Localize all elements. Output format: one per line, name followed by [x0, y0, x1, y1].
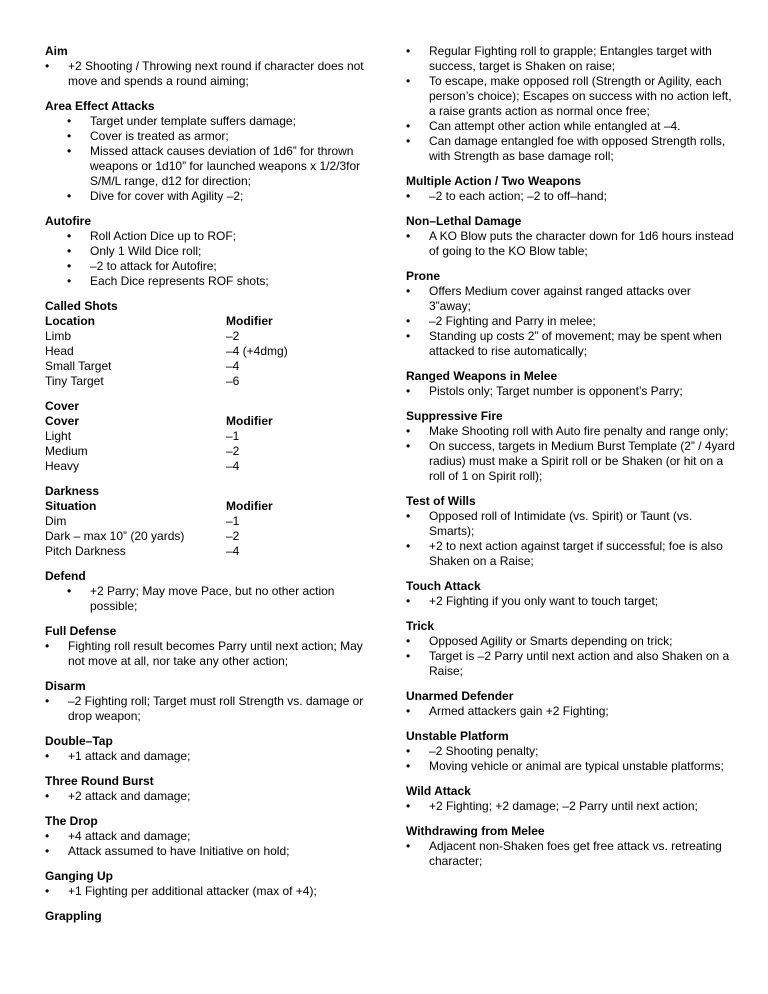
- section-title: Defend: [45, 569, 86, 583]
- list-item: • +2 Shooting / Throwing next round if character does not move and spends a round aiming;: [45, 59, 380, 89]
- list-item: • To escape, make opposed roll (Strength or Agility, each person’s choice); Escapes on success with no action left, a raise grants action as normal once free;: [406, 74, 736, 119]
- section-title: Double–Tap: [45, 734, 113, 748]
- table-row: [45, 529, 273, 544]
- list-item: • +1 Fighting per additional attacker (max of +4);: [45, 884, 380, 899]
- bullet-list: [45, 639, 380, 669]
- section-the-drop: [45, 814, 380, 859]
- section-title: Multiple Action / Two Weapons: [406, 174, 582, 188]
- section-title: Prone: [406, 269, 441, 283]
- list-item: • Can attempt other action while entangled at –4.: [406, 119, 736, 134]
- table-row: [45, 544, 273, 559]
- list-item: • Opposed roll of Intimidate (vs. Spirit) or Taunt (vs. Smarts);: [406, 509, 736, 539]
- section-grappling-cont: [406, 44, 736, 164]
- section-trick: [406, 619, 736, 679]
- bullet-list: [406, 424, 736, 484]
- table-row: [45, 344, 288, 359]
- section-title: Ranged Weapons in Melee: [406, 369, 558, 383]
- section-title: Autofire: [45, 214, 91, 228]
- list-item: • –2 to attack for Autofire;: [45, 259, 380, 274]
- section-title: Grappling: [45, 909, 102, 923]
- list-item: • Offers Medium cover against ranged attacks over 3”away;: [406, 284, 736, 314]
- table-cell: –4: [226, 459, 240, 473]
- table-cell: –2: [226, 444, 240, 458]
- list-item: • –2 Fighting roll; Target must roll Strength vs. damage or drop weapon;: [45, 694, 380, 724]
- table-row: [45, 359, 288, 374]
- section-title: The Drop: [45, 814, 98, 828]
- table-cell: –1: [226, 514, 240, 528]
- table-cell: Limb: [45, 329, 72, 343]
- modifier-table: [45, 499, 273, 559]
- table-cell: Tiny Target: [45, 374, 104, 388]
- list-item: • +4 attack and damage;: [45, 829, 380, 844]
- section-ganging-up: [45, 869, 380, 899]
- table-header: Modifier: [226, 499, 273, 513]
- table-cell: –4: [226, 544, 240, 558]
- table-header-row: [45, 499, 273, 514]
- section-title: Non–Lethal Damage: [406, 214, 522, 228]
- list-item: • Only 1 Wild Dice roll;: [45, 244, 380, 259]
- table-row: [45, 429, 273, 444]
- bullet-list: [45, 114, 380, 204]
- table-cell: –4 (+4dmg): [226, 344, 288, 358]
- section-title: Unarmed Defender: [406, 689, 514, 703]
- bullet-list: [45, 229, 380, 289]
- list-item: • Adjacent non-Shaken foes get free attack vs. retreating character;: [406, 839, 736, 869]
- bullet-list: [406, 229, 736, 259]
- table-header: Situation: [45, 499, 97, 513]
- bullet-list: [406, 509, 736, 569]
- bullet-list: [45, 749, 380, 764]
- list-item: • Dive for cover with Agility –2;: [45, 189, 380, 204]
- section-title: Ganging Up: [45, 869, 113, 883]
- section-title: Suppressive Fire: [406, 409, 503, 423]
- section-title: Unstable Platform: [406, 729, 509, 743]
- table-row: [45, 514, 273, 529]
- left-column: [45, 44, 380, 934]
- list-item: • Make Shooting roll with Auto fire penalty and range only;: [406, 424, 736, 439]
- table-cell: Small Target: [45, 359, 112, 373]
- bullet-list: [406, 799, 736, 814]
- bullet-list: [45, 59, 380, 89]
- table-cell: –2: [226, 329, 240, 343]
- section-autofire: [45, 214, 380, 289]
- section-test-of-wills: [406, 494, 736, 569]
- table-cell: Medium: [45, 444, 88, 458]
- bullet-list: [45, 694, 380, 724]
- list-item: • Moving vehicle or animal are typical unstable platforms;: [406, 759, 736, 774]
- section-ranged-weapons-in-melee: [406, 369, 736, 399]
- list-item: • On success, targets in Medium Burst Template (2” / 4yard radius) must make a Spirit roll or be Shaken (or hit on a roll of 1 on Spirit roll);: [406, 439, 736, 484]
- section-cover: [45, 399, 380, 474]
- section-aim: [45, 44, 380, 89]
- list-item: • +2 Fighting if you only want to touch target;: [406, 594, 736, 609]
- section-non-lethal-damage: [406, 214, 736, 259]
- table-row: [45, 329, 288, 344]
- bullet-list: [406, 594, 736, 609]
- list-item: • +2 Fighting; +2 damage; –2 Parry until next action;: [406, 799, 736, 814]
- section-three-round-burst: [45, 774, 380, 804]
- list-item: • Cover is treated as armor;: [45, 129, 380, 144]
- table-header: Location: [45, 314, 95, 328]
- section-area-effect-attacks: [45, 99, 380, 204]
- table-cell: Dark – max 10” (20 yards): [45, 529, 185, 543]
- section-prone: [406, 269, 736, 359]
- list-item: • Roll Action Dice up to ROF;: [45, 229, 380, 244]
- section-title: Trick: [406, 619, 435, 633]
- list-item: • Regular Fighting roll to grapple; Entangles target with success, target is Shaken on raise;: [406, 44, 736, 74]
- section-disarm: [45, 679, 380, 724]
- table-cell: Light: [45, 429, 72, 443]
- list-item: • +2 Parry; May move Pace, but no other action possible;: [45, 584, 380, 614]
- section-title: Cover: [45, 399, 80, 413]
- section-wild-attack: [406, 784, 736, 814]
- bullet-list: [406, 384, 736, 399]
- table-row: [45, 459, 273, 474]
- bullet-list: [406, 704, 736, 719]
- table-header-row: [45, 314, 288, 329]
- table-cell: –2: [226, 529, 240, 543]
- bullet-list: [406, 44, 736, 164]
- table-cell: –4: [226, 359, 240, 373]
- list-item: • Can damage entangled foe with opposed Strength rolls, with Strength as base damage roll;: [406, 134, 736, 164]
- bullet-list: [45, 789, 380, 804]
- modifier-table: [45, 314, 288, 389]
- list-item: • +2 attack and damage;: [45, 789, 380, 804]
- section-defend: [45, 569, 380, 614]
- right-column: [406, 44, 736, 879]
- section-title: Three Round Burst: [45, 774, 154, 788]
- list-item: • Fighting roll result becomes Parry until next action; May not move at all, nor take any other action;: [45, 639, 380, 669]
- section-darkness: [45, 484, 380, 559]
- table-header: Modifier: [226, 314, 273, 328]
- section-title: Test of Wills: [406, 494, 476, 508]
- list-item: • +1 attack and damage;: [45, 749, 380, 764]
- section-called-shots: [45, 299, 380, 389]
- list-item: • Pistols only; Target number is opponent’s Parry;: [406, 384, 736, 399]
- bullet-list: [406, 189, 736, 204]
- table-header: Modifier: [226, 414, 273, 428]
- list-item: • Missed attack causes deviation of 1d6” for thrown weapons or 1d10” for launched weapons x 1/2/3for S/M/L range, d12 for direction;: [45, 144, 380, 189]
- section-title: Full Defense: [45, 624, 117, 638]
- bullet-list: [406, 284, 736, 359]
- list-item: • –2 Shooting penalty;: [406, 744, 736, 759]
- table-cell: –1: [226, 429, 240, 443]
- list-item: • Attack assumed to have Initiative on hold;: [45, 844, 380, 859]
- table-cell: –6: [226, 374, 240, 388]
- modifier-table: [45, 414, 273, 474]
- list-item: • –2 to each action; –2 to off–hand;: [406, 189, 736, 204]
- section-title: Called Shots: [45, 299, 118, 313]
- bullet-list: [45, 829, 380, 859]
- table-cell: Head: [45, 344, 74, 358]
- section-title: Aim: [45, 44, 68, 58]
- bullet-list: [406, 634, 736, 679]
- section-withdrawing-from-melee: [406, 824, 736, 869]
- bullet-list: [45, 884, 380, 899]
- list-item: • Target under template suffers damage;: [45, 114, 380, 129]
- section-suppressive-fire: [406, 409, 736, 484]
- list-item: • Opposed Agility or Smarts depending on trick;: [406, 634, 736, 649]
- table-row: [45, 444, 273, 459]
- section-full-defense: [45, 624, 380, 669]
- section-title: Wild Attack: [406, 784, 471, 798]
- table-header: Cover: [45, 414, 80, 428]
- section-title: Withdrawing from Melee: [406, 824, 545, 838]
- section-grappling: [45, 909, 380, 924]
- section-title: Darkness: [45, 484, 100, 498]
- table-row: [45, 374, 288, 389]
- list-item: • A KO Blow puts the character down for 1d6 hours instead of going to the KO Blow table;: [406, 229, 736, 259]
- bullet-list: [45, 584, 380, 614]
- section-double-tap: [45, 734, 380, 764]
- list-item: • Target is –2 Parry until next action and also Shaken on a Raise;: [406, 649, 736, 679]
- table-cell: Heavy: [45, 459, 80, 473]
- bullet-list: [406, 744, 736, 774]
- list-item: • Each Dice represents ROF shots;: [45, 274, 380, 289]
- list-item: • Armed attackers gain +2 Fighting;: [406, 704, 736, 719]
- section-multiple-action: [406, 174, 736, 204]
- section-touch-attack: [406, 579, 736, 609]
- table-cell: Dim: [45, 514, 67, 528]
- section-unarmed-defender: [406, 689, 736, 719]
- table-cell: Pitch Darkness: [45, 544, 126, 558]
- list-item: • Standing up costs 2” of movement; may be spent when attacked to rise automatically;: [406, 329, 736, 359]
- table-header-row: [45, 414, 273, 429]
- section-unstable-platform: [406, 729, 736, 774]
- section-title: Touch Attack: [406, 579, 481, 593]
- bullet-list: [406, 839, 736, 869]
- section-title: Disarm: [45, 679, 86, 693]
- list-item: • –2 Fighting and Parry in melee;: [406, 314, 736, 329]
- list-item: • +2 to next action against target if successful; foe is also Shaken on a Raise;: [406, 539, 736, 569]
- section-title: Area Effect Attacks: [45, 99, 155, 113]
